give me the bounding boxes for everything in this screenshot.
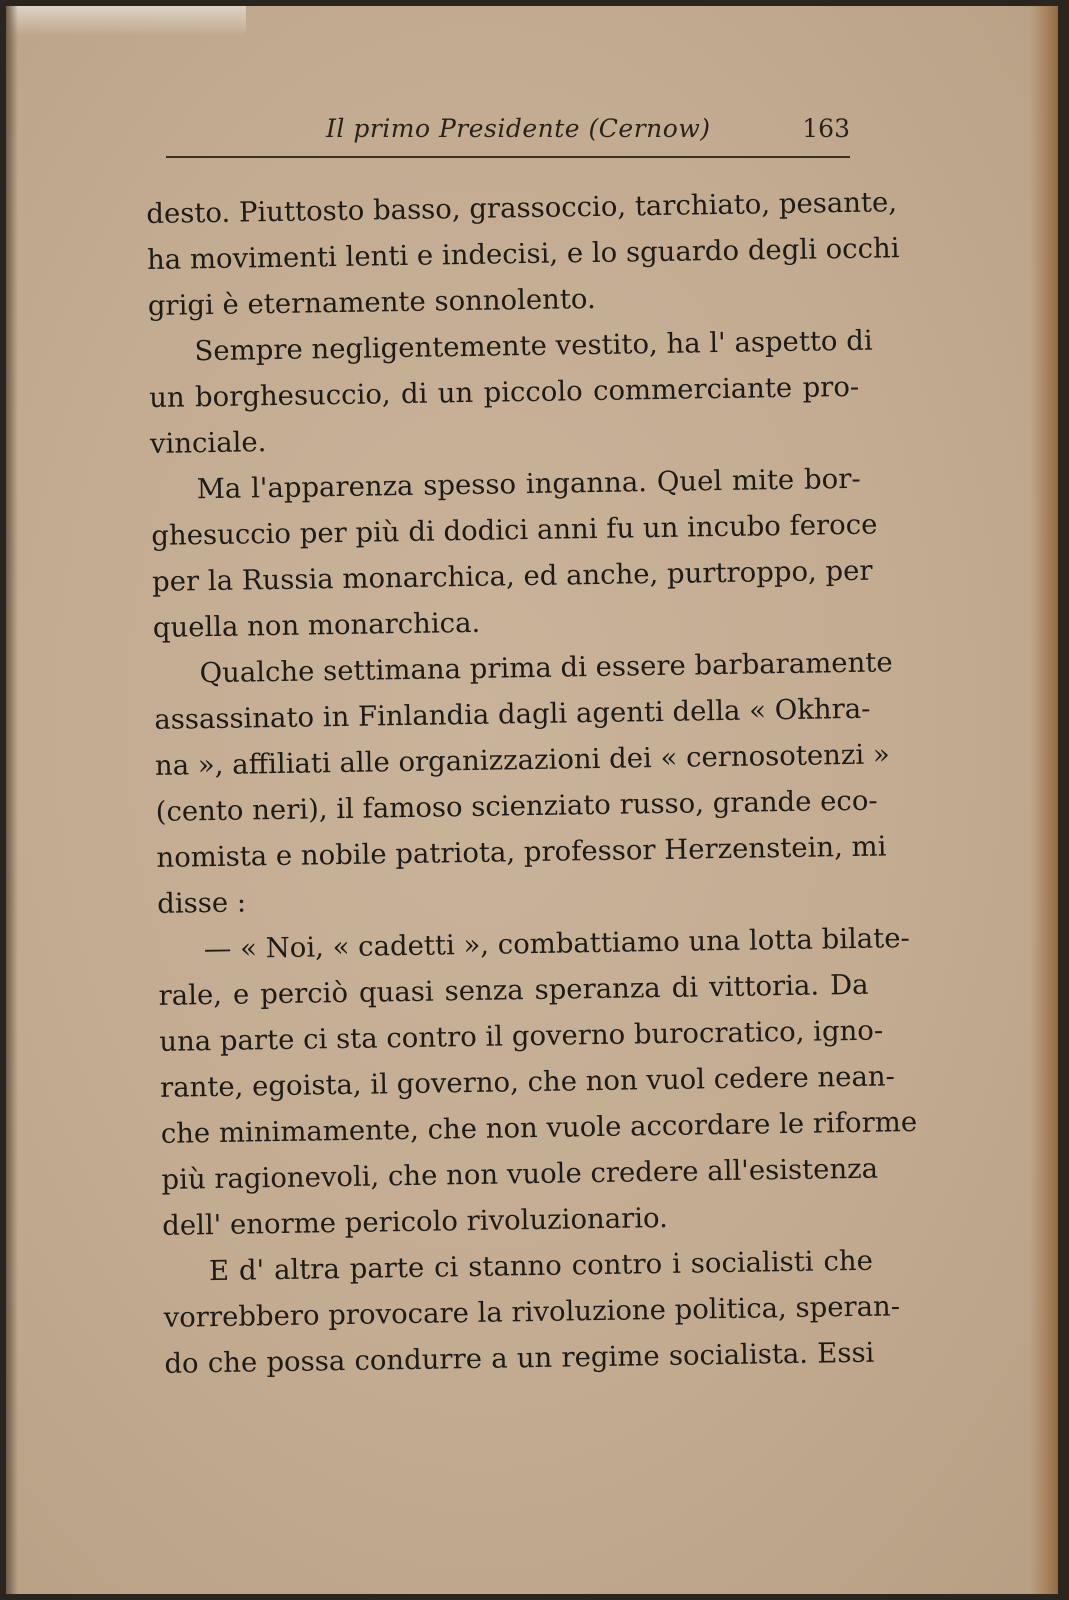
- text-line: rale, e perciò quasi senza speranza di vittoria. Da: [158, 968, 869, 1012]
- text-line: che minimamente, che non vuole accordare le riforme: [160, 1106, 918, 1150]
- page-corner-highlight: [6, 6, 246, 36]
- text-line: per la Russia monarchica, ed anche, purtroppo, per: [151, 554, 873, 598]
- text-line: assassinato in Finlandia dagli agenti della « Okhra-: [154, 692, 871, 736]
- text-line: do che possa condurre a un regime socialista. Essi: [164, 1336, 875, 1380]
- page-right-edge: [1030, 6, 1058, 1594]
- text-line: E d' altra parte ci stanno contro i socialisti che: [208, 1244, 874, 1288]
- text-line: vorrebbero provocare la rivoluzione politica, speran-: [163, 1290, 901, 1334]
- text-line: desto. Piuttosto basso, grassoccio, tarchiato, pesante,: [146, 186, 898, 230]
- page-left-edge: [6, 6, 18, 1594]
- text-line: nomista e nobile patriota, professor Herzenstein, mi: [156, 830, 887, 874]
- text-line: rante, egoista, il governo, che non vuol cedere nean-: [159, 1060, 896, 1104]
- text-line: ha movimenti lenti e indecisi, e lo sguardo degli occhi: [146, 232, 900, 276]
- text-line: un borghesuccio, di un piccolo commerciante pro-: [149, 370, 860, 414]
- text-line: vinciale.: [149, 426, 267, 460]
- text-line: na », affiliati alle organizzazioni dei « cernosotenzi »: [154, 738, 890, 782]
- text-line: (cento neri), il famoso scienziato russo, grande eco-: [155, 784, 878, 828]
- text-line: dell' enorme pericolo rivoluzionario.: [162, 1201, 669, 1242]
- body-text: [146, 180, 918, 1387]
- book-page: [6, 6, 1058, 1594]
- text-line: ghesuccio per più di dodici anni fu un incubo feroce: [151, 508, 878, 552]
- text-line: Sempre negligentemente vestito, ha l' aspetto di: [194, 324, 873, 368]
- text-line: quella non monarchica.: [152, 606, 481, 644]
- running-header-title: Il primo Presidente (Cernow): [326, 114, 711, 143]
- text-line: Qualche settimana prima di essere barbaramente: [199, 646, 893, 690]
- text-line: Ma l'apparenza spesso inganna. Quel mite bor-: [196, 462, 861, 506]
- text-line: disse :: [156, 886, 247, 920]
- header-rule: [166, 156, 850, 158]
- page-number: 163: [802, 114, 850, 143]
- text-line: grigi è eternamente sonnolento.: [147, 282, 596, 322]
- text-line: — « Noi, « cadetti », combattiamo una lotta bilate-: [203, 922, 911, 966]
- text-line: una parte ci sta contro il governo burocratico, igno-: [159, 1014, 884, 1058]
- text-line: più ragionevoli, che non vuole credere all'esistenza: [161, 1152, 879, 1196]
- running-header: [166, 110, 856, 150]
